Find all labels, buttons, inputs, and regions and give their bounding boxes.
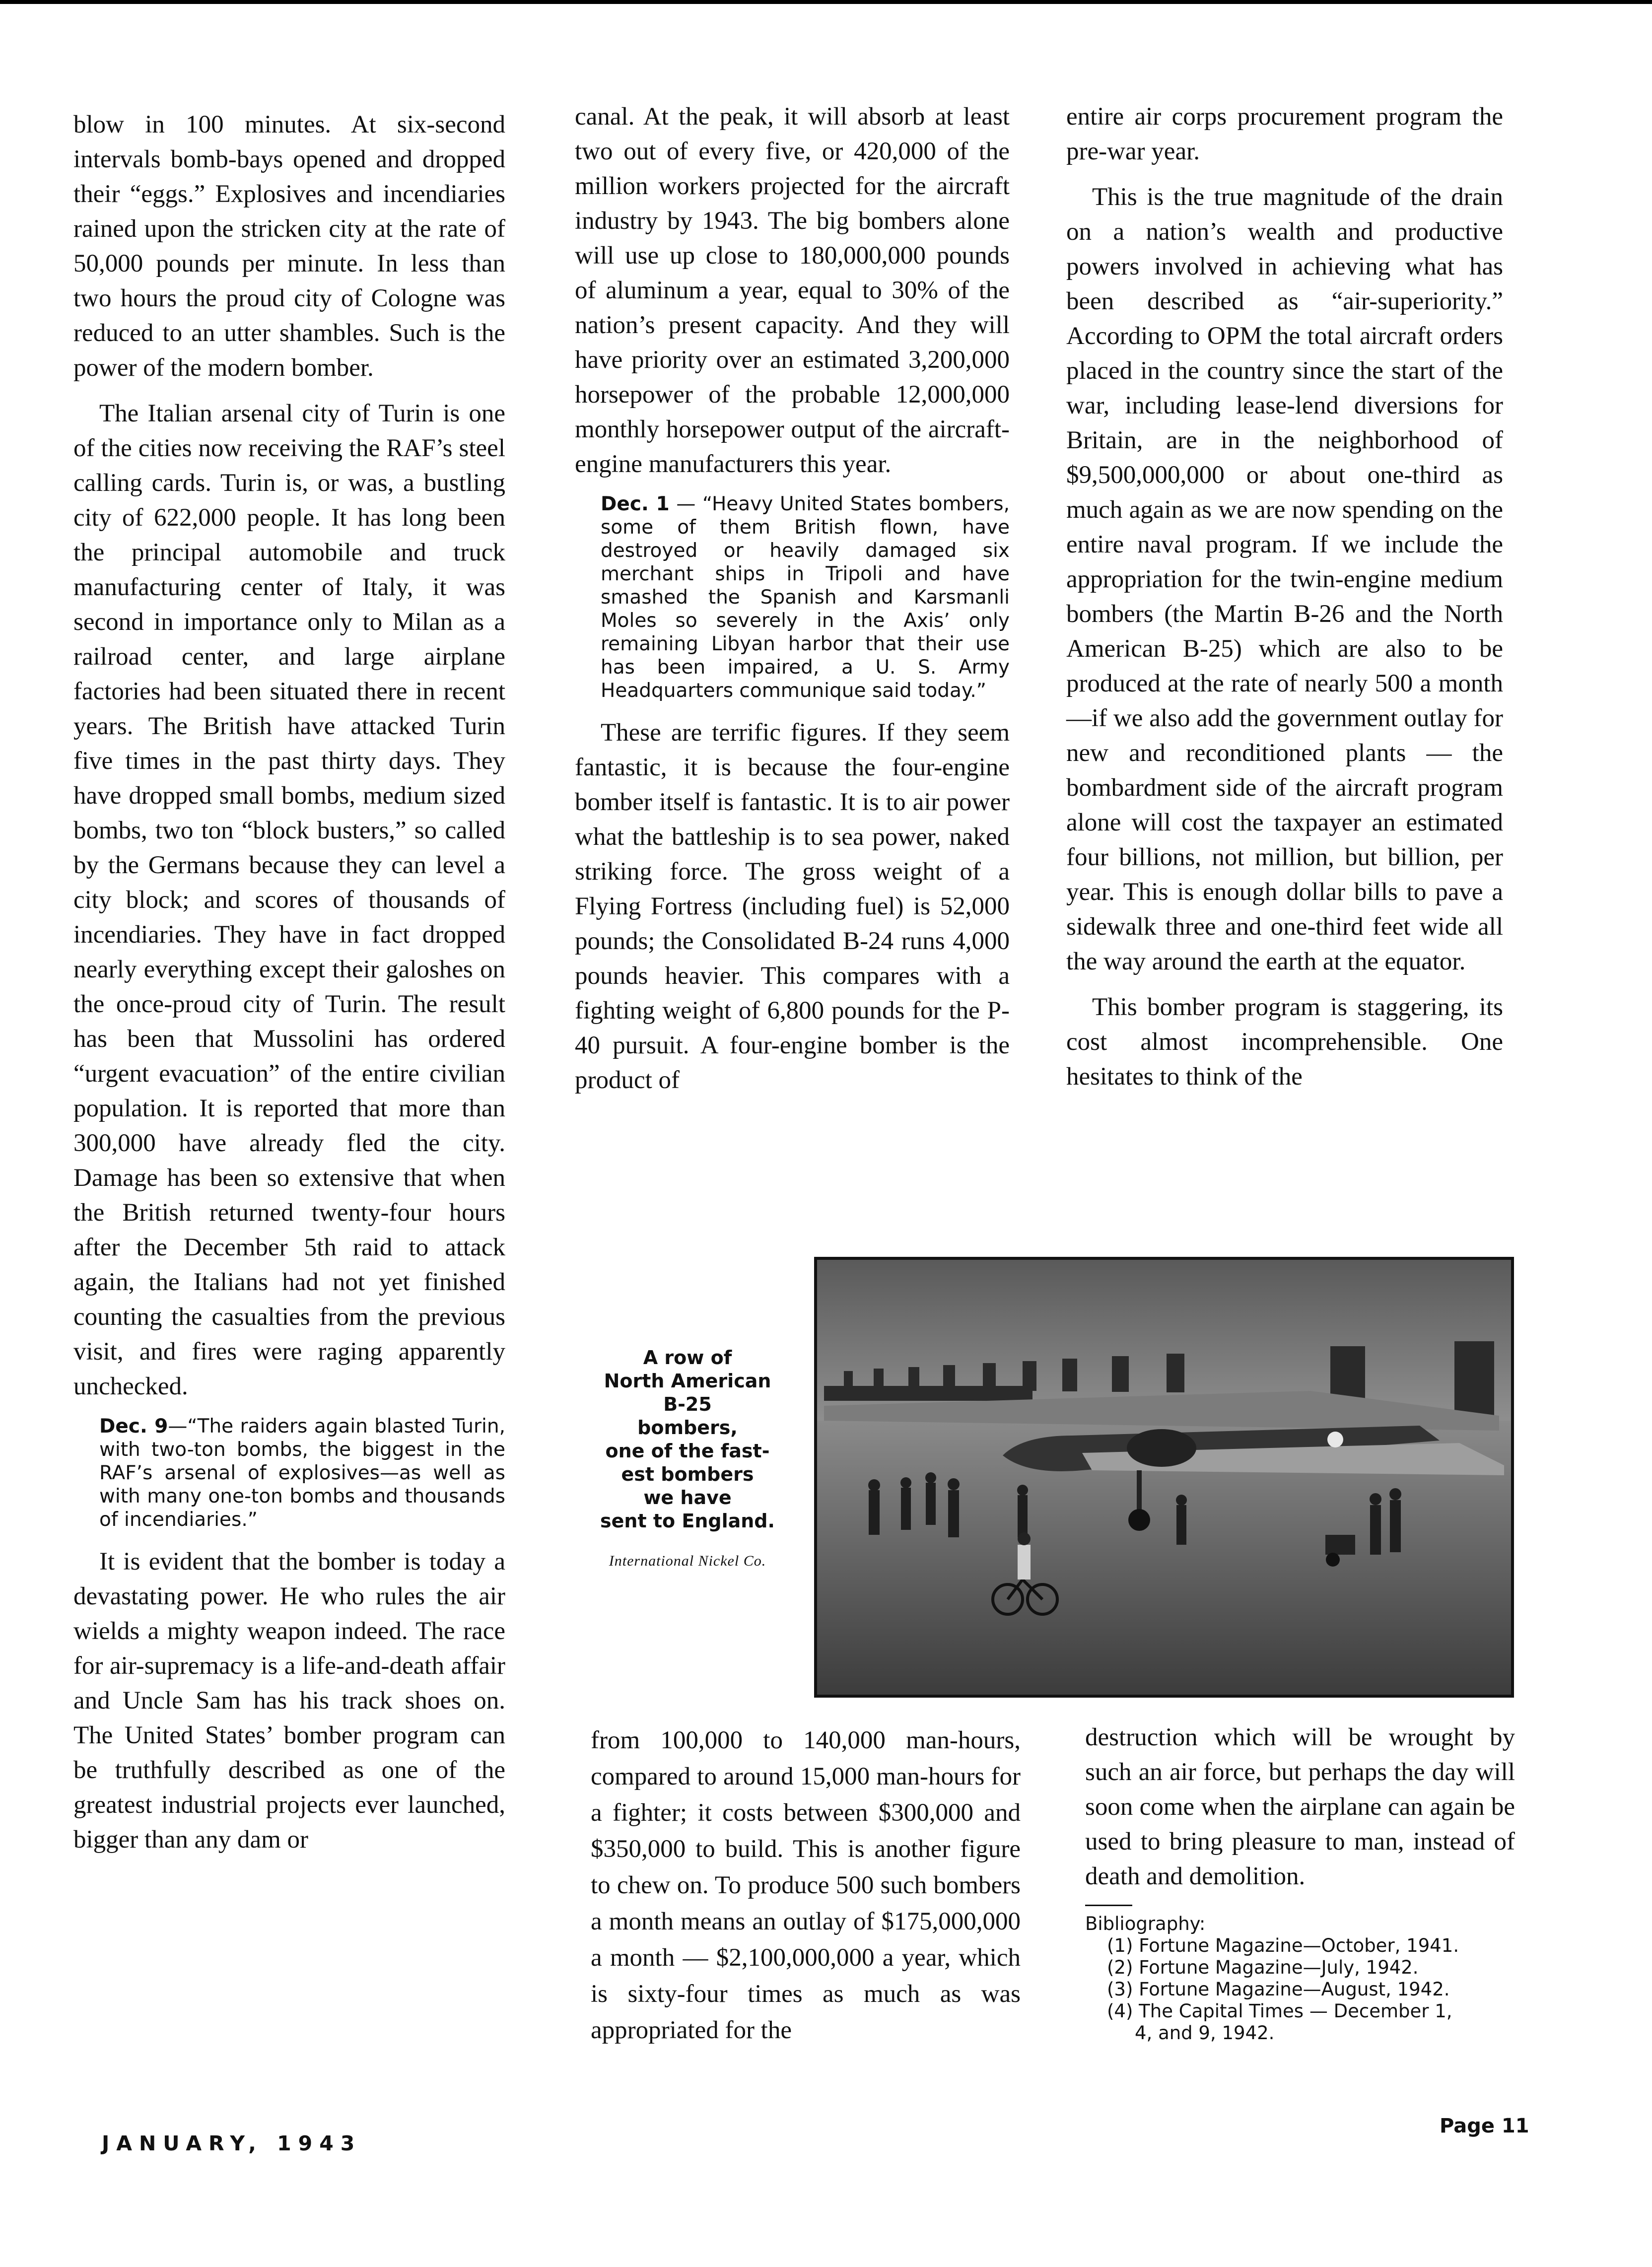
bibliography-title: Bibliography: <box>1085 1913 1206 1934</box>
paragraph: This bomber program is staggering, its cost almost incomprehensible. One hesitates to think of the <box>1066 993 1503 1091</box>
bibliography-item: (4) The Capital Times — December 1, <box>1107 2000 1452 2022</box>
column-2 <box>575 99 1010 1108</box>
bibliography <box>1085 1913 1515 2044</box>
column-5 <box>1085 1720 1515 2044</box>
bibliography-item: (2) Fortune Magazine—July, 1942. <box>1107 1957 1419 1978</box>
caption-line: North American <box>604 1370 771 1392</box>
paragraph: This is the true magnitude of the drain on a nation’s wealth and productive powers involved in achieving what has been described as “air-superiority.” According to OPM the total aircraft orders placed in the country since the start of the war, including lease-lend diversions for Britain, are in the neighborhood of $9,500,000,000 or about one-third as much again as we are now spending on the entire naval program. If we include the appropriation for the twin-engine medium bombers (the Martin B-26 and the North American B-25) which are also to be produced at the rate of nearly 500 a month—if we also add the government outlay for new and reconditioned plants — the bombardment side of the aircraft program alone will cost the taxpayer an estimated four billions, not million, but billion, per year. This is enough dollar bills to pave a sidewalk three and one-third feet wide all the way around the earth at the equator. <box>1066 183 1503 975</box>
divider <box>1085 1905 1132 1906</box>
page-number: Page 11 <box>1440 2115 1529 2137</box>
issue-date: JANUARY, 1943 <box>102 2131 362 2155</box>
bomber-photo <box>814 1257 1514 1698</box>
paragraph: from 100,000 to 140,000 man-hours, compared to around 15,000 man-hours for a fighter; it costs between $300,000 and $350,000 to build. This is another figure to chew on. To produce 500 such bombers a month means an outlay of $175,000,000 a month — $2,100,000,000 a year, which is sixty-four times as much as was appropriated for the <box>591 1726 1021 2044</box>
bibliography-item: (1) Fortune Magazine—October, 1941. <box>1107 1935 1459 1956</box>
caption-line: est bombers <box>621 1463 754 1485</box>
figure-caption <box>581 1346 794 1533</box>
caption-line: bombers, <box>637 1417 738 1439</box>
paragraph: It is evident that the bomber is today a devastating power. He who rules the air wields a mighty weapon indeed. The race for air-supremacy is a life-and-death affair and Uncle Sam has his track shoes on. The United States’ bomber program can be truthfully described as one of the greatest industrial projects ever launched, bigger than any dam or <box>73 1548 505 1854</box>
paragraph: canal. At the peak, it will absorb at least two out of every five, or 420,000 of the million workers projected for the aircraft industry by 1943. The big bombers alone will use up close to 180,000,000 pounds of aluminum a year, equal to 30% of the nation’s present capacity. And they will have priority over an estimated 3,200,000 horsepower of the probable 12,000,000 monthly horsepower output of the aircraft-engine manufacturers this year. <box>575 103 1010 478</box>
paragraph: destruction which will be wrought by such an air force, but perhaps the day will soon come when the airplane can again be used to bring pleasure to man, instead of death and demolition. <box>1085 1723 1515 1890</box>
news-dispatch <box>575 492 1010 702</box>
photo-credit: International Nickel Co. <box>609 1553 766 1569</box>
column-3 <box>1066 99 1503 1105</box>
caption-line: one of the fast- <box>605 1440 770 1462</box>
column-4 <box>591 1722 1021 2060</box>
caption-line: we have <box>643 1487 732 1509</box>
paragraph: The Italian arsenal city of Turin is one of the cities now receiving the RAF’s steel calling cards. Turin is, or was, a bustling city of 622,000 people. It has long been the principal automobile and truck manufacturing center of Italy, it was second in importance only to Milan as a railroad center, and large airplane factories had been situated there in recent years. The British have attacked Turin five times in the past thirty days. They have dropped small bombs, medium sized bombs, two ton “block busters,” so called by the Germans because they can level a city block; and scores of thousands of incendiaries. They have in fact dropped nearly everything except their galoshes on the once-proud city of Turin. The result has been that Mussolini has ordered “urgent evacuation” of the entire civilian population. It is reported that more than 300,000 have already fled the city. Damage has been so extensive that when the British returned twenty-four hours after the December 5th raid to attack again, the Italians had not yet finished counting the casualties from the previous visit, and fires were raging apparently unchecked. <box>73 400 505 1400</box>
dispatch-text: — “Heavy United States bombers, some of them British flown, have destroyed or heavily damaged six merchant ships in Tripoli and have smashed the Spanish and Karsmanli Moles so severely in the Axis’ only remaining Libyan harbor that their use has been impaired, a U. S. Army Headquarters communique said today.” <box>601 493 1010 702</box>
column-1 <box>73 107 505 1868</box>
caption-line: A row of <box>643 1347 732 1369</box>
dispatch-text: —“The raiders again blasted Turin, with two-ton bombs, the biggest in the RAF’s arsenal of explosives—as well as with many one-ton bombs and thousands of incendiaries.” <box>99 1415 505 1531</box>
news-dispatch <box>73 1415 505 1531</box>
paragraph: entire air corps procurement program the pre-war year. <box>1066 103 1503 165</box>
paragraph: These are terrific figures. If they seem fantastic, it is because the four-engine bomber itself is fantastic. It is to air power what the battleship is to sea power, naked striking force. The gross weight of a Flying Fortress (including fuel) is 52,000 pounds; the Consolidated B-24 runs 4,000 pounds heavier. This compares with a fighting weight of 6,800 pounds for the P-40 pursuit. A four-engine bomber is the product of <box>575 719 1010 1094</box>
dispatch-dateline: Dec. 9 <box>99 1415 168 1438</box>
paragraph: blow in 100 minutes. At six-second intervals bomb-bays opened and dropped their “eggs.” Explosives and incendiaries rained upon the stricken city at the rate of 50,000 pounds per minute. In less than two hours the proud city of Cologne was reduced to an utter shambles. Such is the power of the modern bomber. <box>73 111 505 382</box>
bibliography-item: (3) Fortune Magazine—August, 1942. <box>1107 1979 1450 2000</box>
dispatch-dateline: Dec. 1 <box>601 493 670 515</box>
bibliography-item: 4, and 9, 1942. <box>1135 2022 1275 2044</box>
caption-line: sent to England. <box>600 1510 775 1532</box>
top-border <box>0 0 1652 4</box>
caption-line: B-25 <box>663 1393 712 1415</box>
